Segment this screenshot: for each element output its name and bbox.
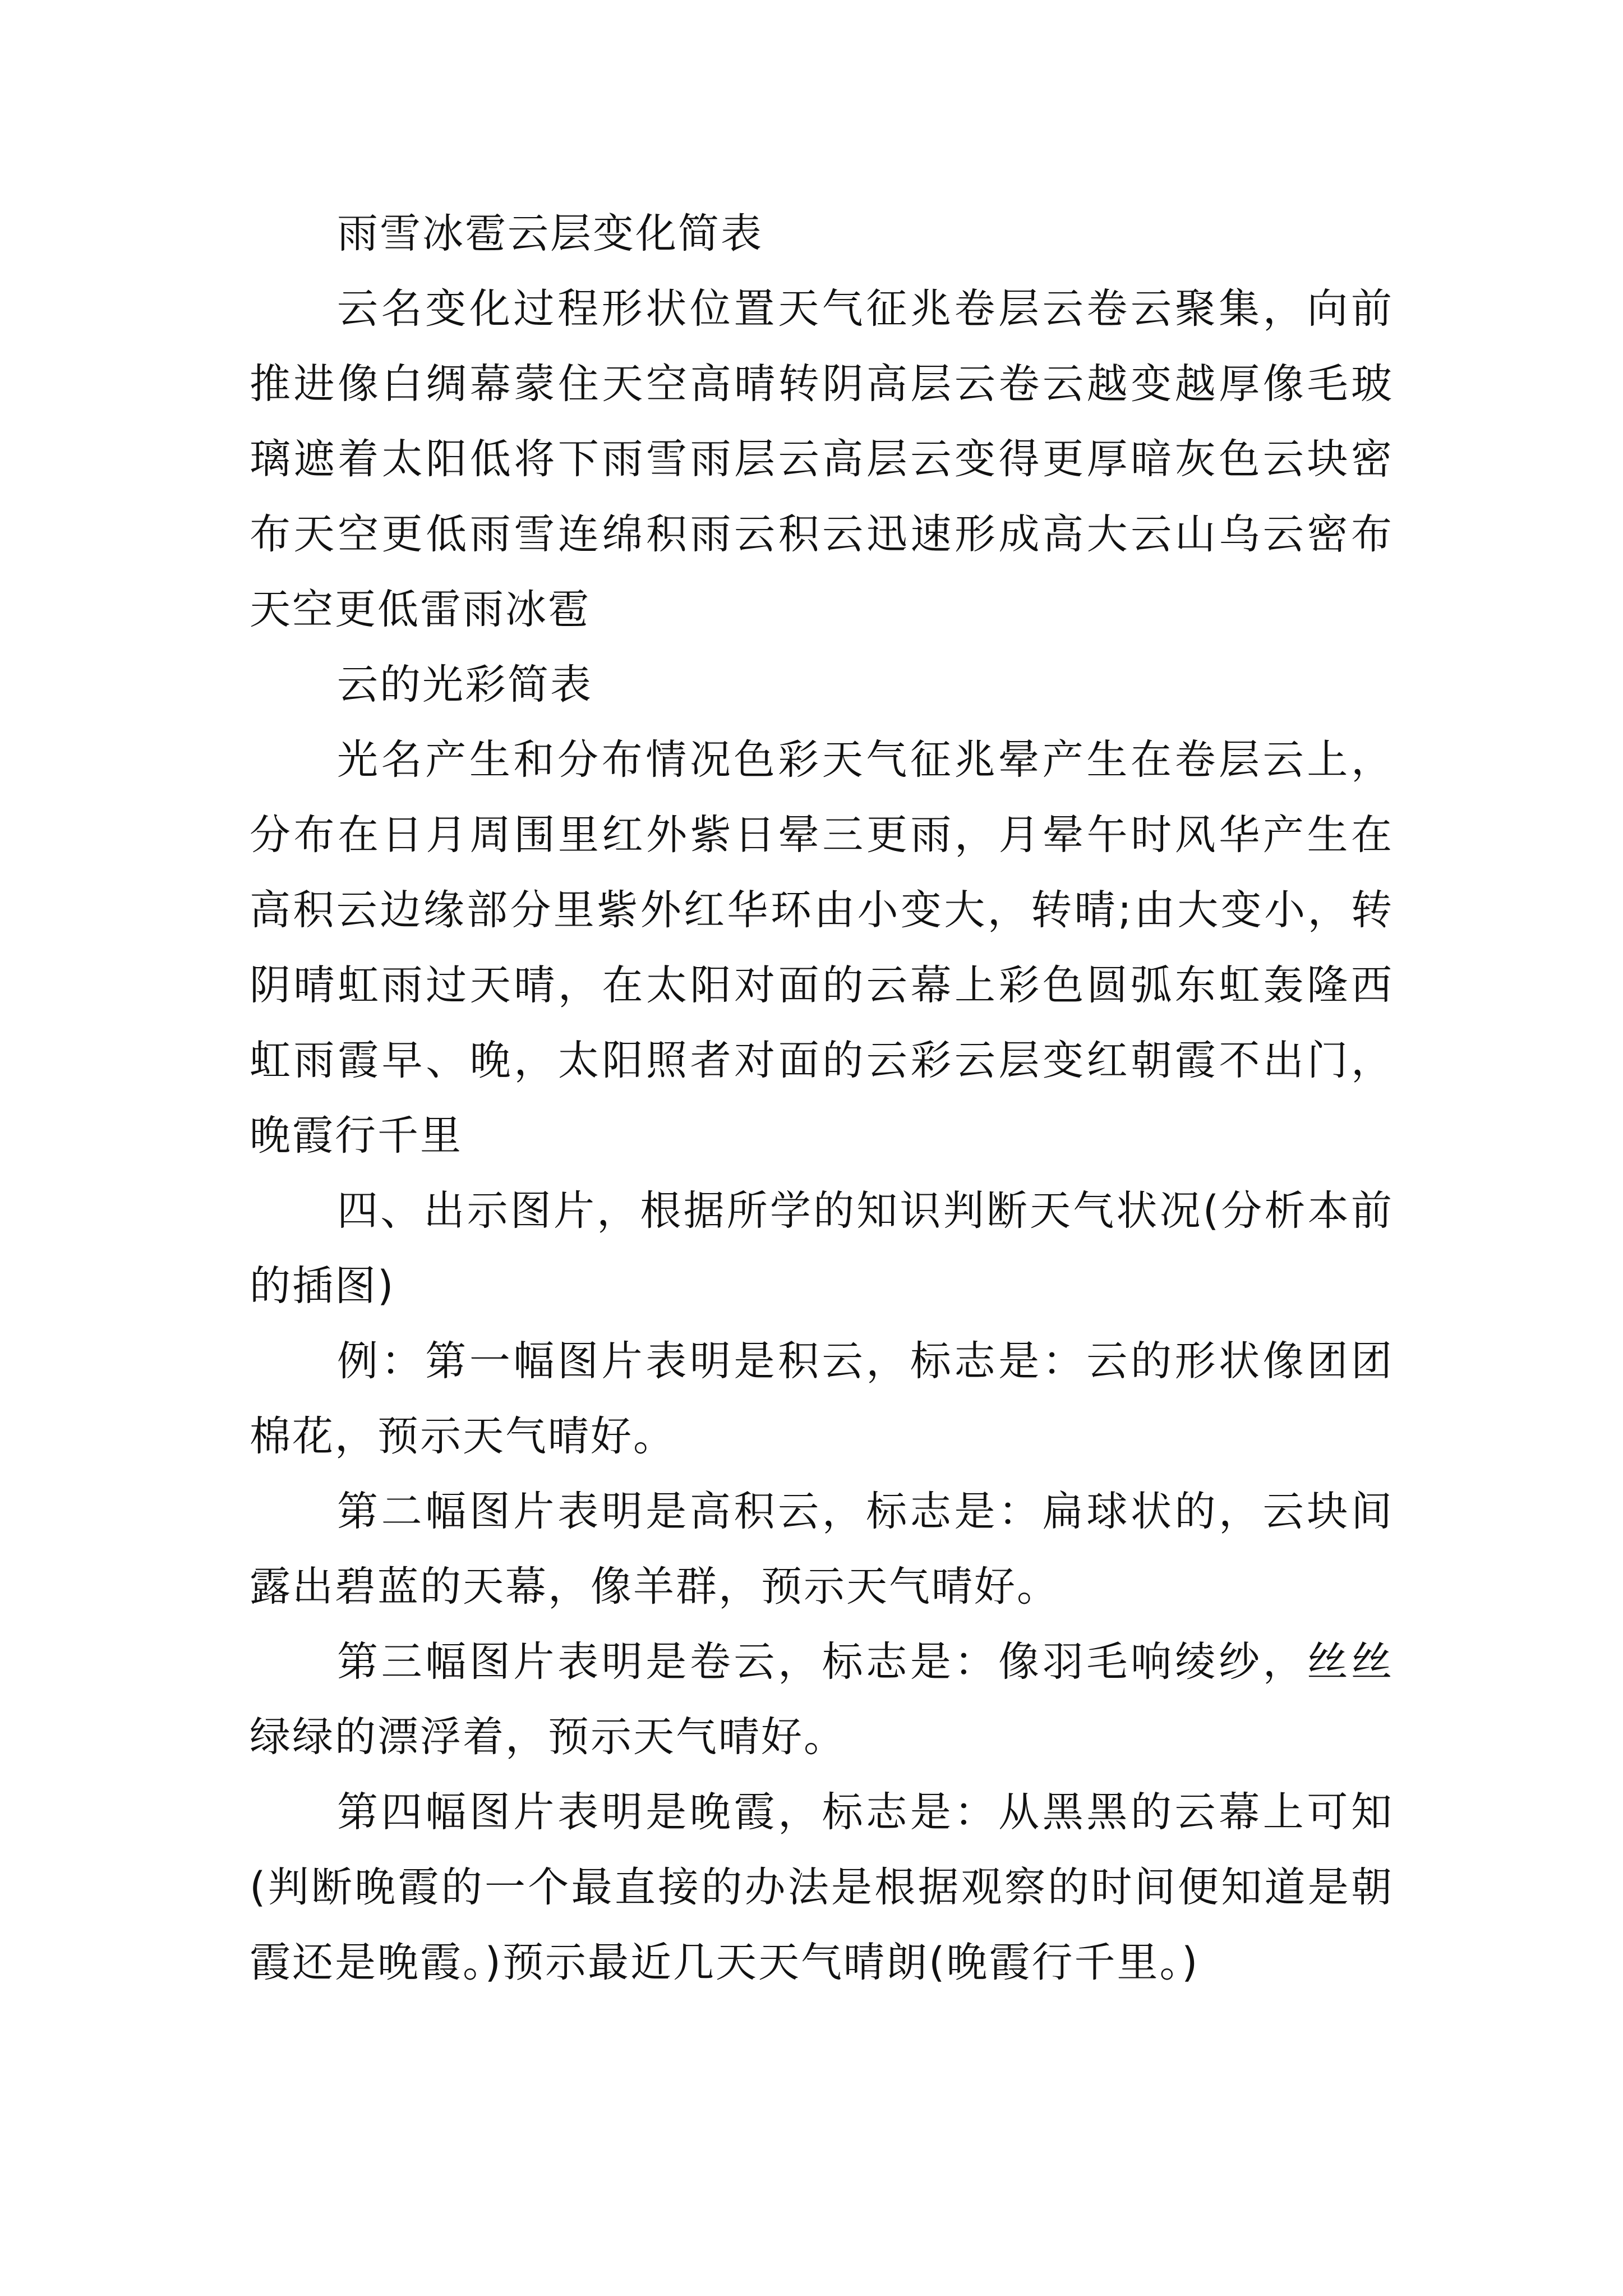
example-picture-three: 第三幅图片表明是卷云，标志是：像羽毛响绫纱，丝丝绿绿的漂浮着，预示天气晴好。	[250, 1638, 1394, 1761]
example-picture-four: 第四幅图片表明是晚霞，标志是：从黑黑的云幕上可知(判断晚霞的一个最直接的办法是根据观察的时间便知道是朝霞还是晚霞。)预示最近几天天气晴朗(晚霞行千里。)	[250, 1788, 1394, 1986]
cloud-optics-table-text: 光名产生和分布情况色彩天气征兆晕产生在卷层云上，分布在日月周围里红外紫日晕三更雨，月晕午时风华产生在高积云边缘部分里紫外红华环由小变大，转晴;由大变小，转阴晴虹雨过天晴，在太阳对面的云幕上彩色圆弧东虹轰隆西虹雨霞早、晚，太阳照者对面的云彩云层变红朝霞不出门，晚霞行千里	[250, 736, 1394, 1159]
table-title-cloud-optics: 云的光彩简表	[337, 661, 593, 708]
cloud-change-table-text: 云名变化过程形状位置天气征兆卷层云卷云聚集，向前推进像白绸幕蒙住天空高晴转阴高层云卷云越变越厚像毛玻璃遮着太阳低将下雨雪雨层云高层云变得更厚暗灰色云块密布天空更低雨雪连绵积雨云积云迅速形成高大云山乌云密布天空更低雷雨冰雹	[250, 285, 1394, 633]
section-four-heading: 四、出示图片，根据所学的知识判断天气状况(分析本前的插图)	[250, 1187, 1394, 1310]
example-picture-two: 第二幅图片表明是高积云，标志是：扁球状的，云块间露出碧蓝的天幕，像羊群，预示天气晴好。	[250, 1488, 1394, 1611]
table-title-rain-snow-hail: 雨雪冰雹云层变化简表	[337, 210, 763, 257]
example-picture-one: 例：第一幅图片表明是积云，标志是：云的形状像团团棉花，预示天气晴好。	[250, 1337, 1394, 1460]
document-body	[250, 196, 1394, 2000]
